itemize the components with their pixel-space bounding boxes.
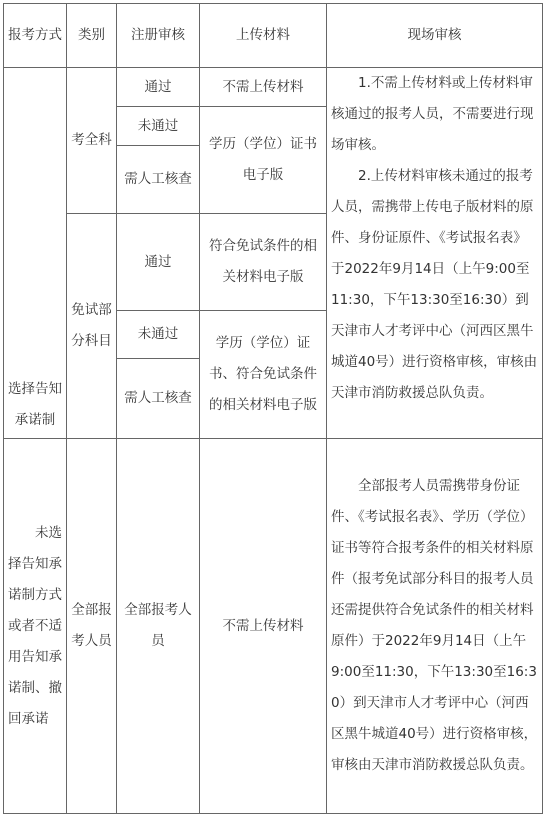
header-upload: 上传材料 — [200, 4, 327, 68]
upload-full-fail: 学历（学位）证书电子版 — [200, 107, 327, 214]
review-full-manual: 需人工核查 — [117, 146, 200, 214]
onsite-note-1: 1.不需上传材料或上传材料审核通过的报考人员，不需要进行现场审核。 — [331, 75, 534, 153]
header-row — [4, 4, 543, 68]
header-method: 报考方式 — [4, 4, 67, 68]
onsite-commitment — [327, 68, 543, 439]
review-all: 全部报考人员 — [117, 439, 200, 814]
review-table — [3, 3, 543, 814]
method-commitment: 选择告知承诺制 — [4, 68, 67, 439]
onsite-note-2: 2.上传材料审核未通过的报考人员，需携带上传电子版材料的原件、身份证原件、《考试报名表》于2022年9月14日（上午9:00至11:30，下午13:30至16:30）到天津市人才考评中心（河西区黑牛城道40号）进行资格审核，审核由天津市消防救援总队负责。 — [331, 168, 538, 401]
header-onsite: 现场审核 — [327, 4, 543, 68]
method-no-commitment: 未选择告知承诺制方式或者不适用告知承诺制、撤回承诺 — [4, 439, 67, 814]
review-full-pass: 通过 — [117, 68, 200, 107]
header-category: 类别 — [67, 4, 117, 68]
upload-exempt-fail: 学历（学位）证书、符合免试条件的相关材料电子版 — [200, 311, 327, 439]
review-exempt-pass: 通过 — [117, 214, 200, 311]
upload-full-pass: 不需上传材料 — [200, 68, 327, 107]
upload-exempt-pass: 符合免试条件的相关材料电子版 — [200, 214, 327, 311]
table-row — [4, 439, 543, 814]
onsite-all: 全部报考人员需携带身份证件、《考试报名表》、学历（学位）证书等符合报考条件的相关材料原件（报考免试部分科目的报考人员还需提供符合免试条件的相关材料原件）于2022年9月14日（上午9:00至11:30，下午13:30至16:30）到天津市人才考评中心（河西区黑牛城道40号）进行资格审核，审核由天津市消防救援总队负责。 — [327, 439, 543, 814]
category-exempt: 免试部分科目 — [67, 214, 117, 439]
category-full: 考全科 — [67, 68, 117, 214]
review-full-fail: 未通过 — [117, 107, 200, 146]
header-review: 注册审核 — [117, 4, 200, 68]
table-row — [4, 68, 543, 107]
review-exempt-fail: 未通过 — [117, 311, 200, 359]
category-all: 全部报考人员 — [67, 439, 117, 814]
upload-all: 不需上传材料 — [200, 439, 327, 814]
review-exempt-manual: 需人工核查 — [117, 359, 200, 439]
